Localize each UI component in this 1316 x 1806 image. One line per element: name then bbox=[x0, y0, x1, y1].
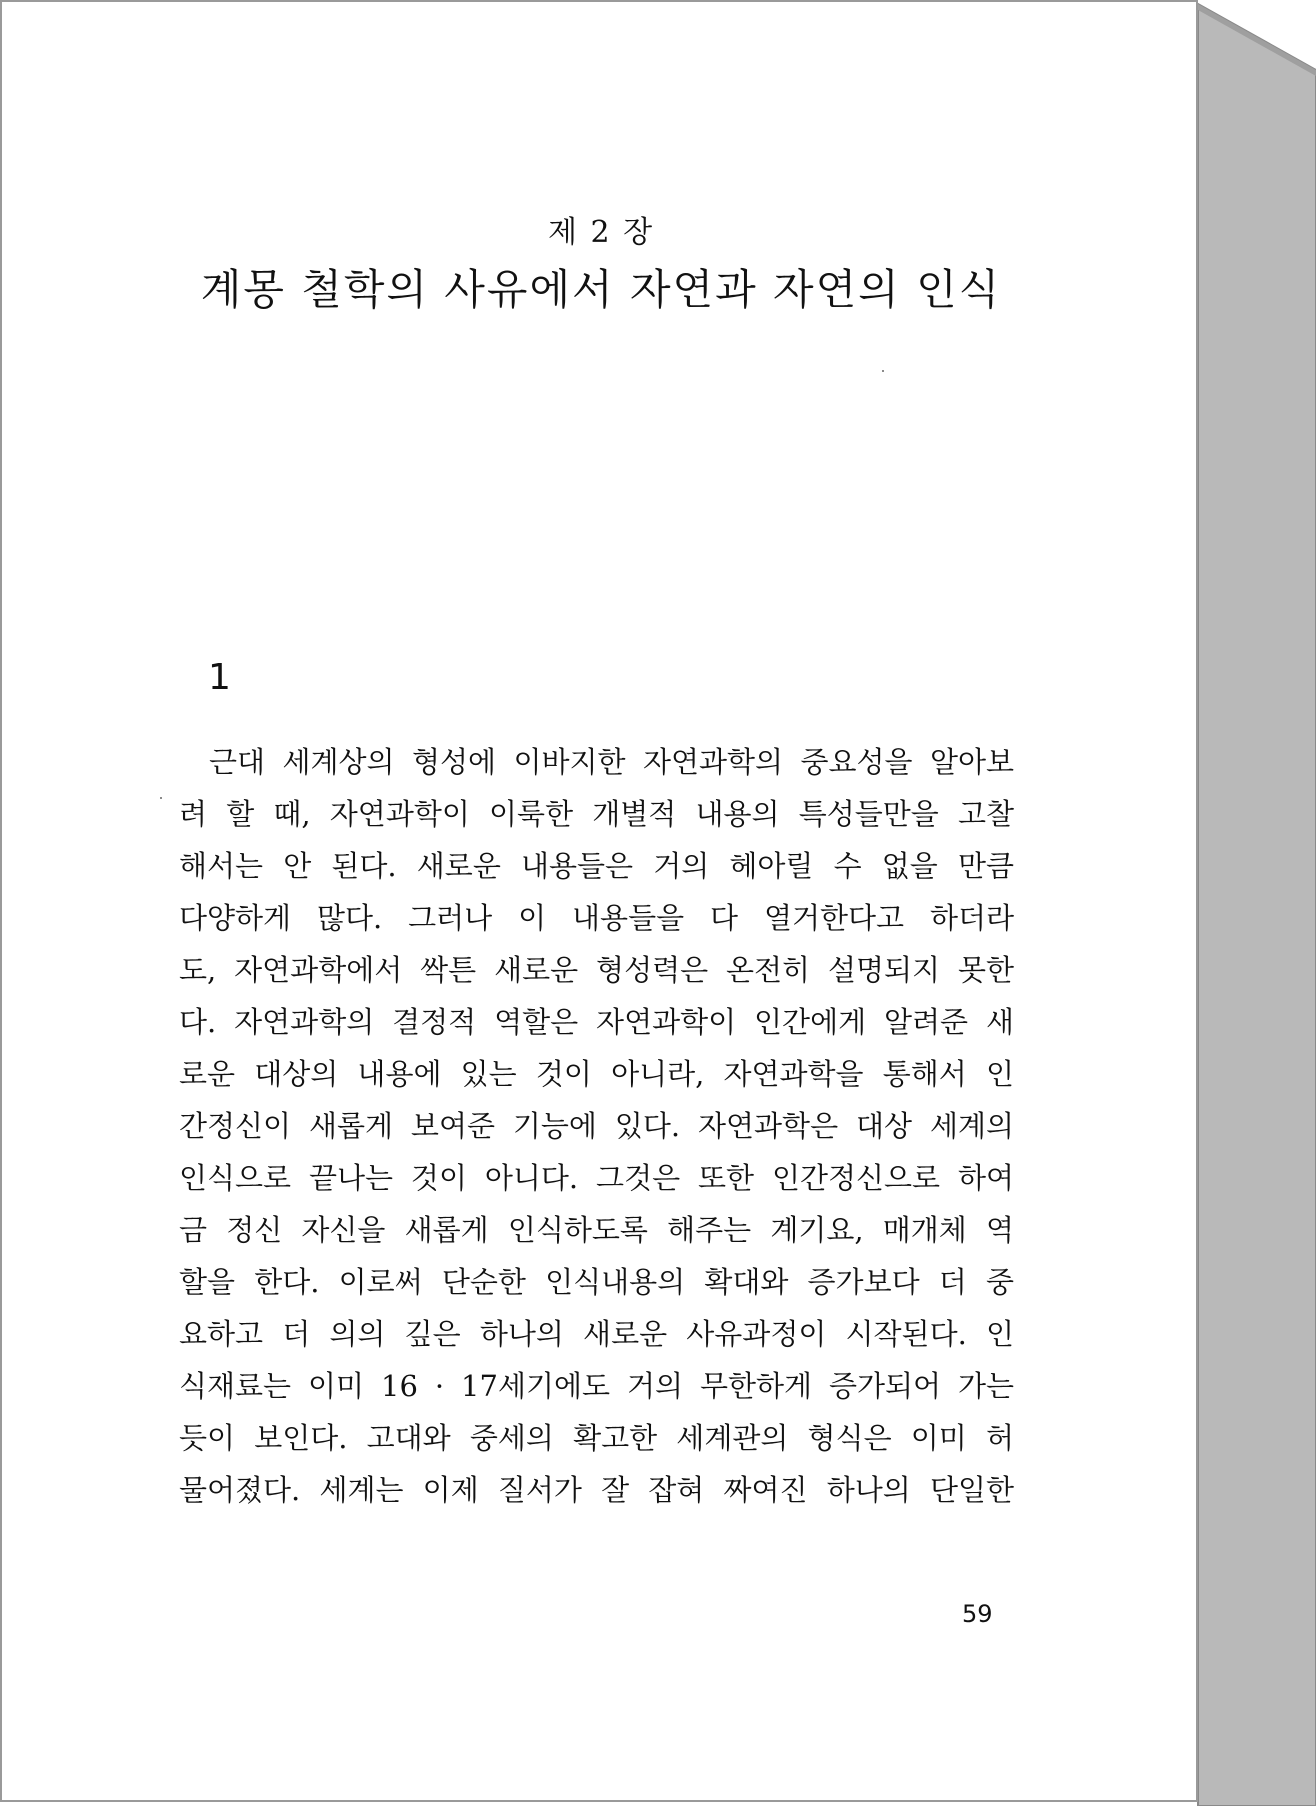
body-line: 근대 세계상의 형성에 이바지한 자연과학의 중요성을 알아보 bbox=[209, 745, 1014, 779]
page-number: 59 bbox=[962, 1600, 993, 1628]
body-line: 할을 한다. 이로써 단순한 인식내용의 확대와 증가보다 더 중 bbox=[179, 1265, 1014, 1299]
body-line: 다양하게 많다. 그러나 이 내용들을 다 열거한다고 하더라 bbox=[179, 901, 1014, 935]
chapter-title: 계몽 철학의 사유에서 자연과 자연의 인식 bbox=[200, 265, 1002, 314]
body-line: 다. 자연과학의 결정적 역할은 자연과학이 인간에게 알려준 새 bbox=[179, 1005, 1014, 1039]
body-line: 도, 자연과학에서 싹튼 새로운 형성력은 온전히 설명되지 못한 bbox=[179, 953, 1014, 987]
body-line: 요하고 더 의의 깊은 하나의 새로운 사유과정이 시작된다. 인 bbox=[179, 1317, 1014, 1351]
body-line: 물어졌다. 세계는 이제 질서가 잘 잡혀 짜여진 하나의 단일한 bbox=[179, 1473, 1014, 1507]
body-line: 로운 대상의 내용에 있는 것이 아니라, 자연과학을 통해서 인 bbox=[179, 1057, 1014, 1091]
body-line: 인식으로 끝나는 것이 아니다. 그것은 또한 인간정신으로 하여 bbox=[179, 1161, 1014, 1195]
body-line: 금 정신 자신을 새롭게 인식하도록 해주는 계기요, 매개체 역 bbox=[179, 1213, 1014, 1247]
section-number: 1 bbox=[208, 657, 231, 698]
body-line: 해서는 안 된다. 새로운 내용들은 거의 헤아릴 수 없을 만큼 bbox=[179, 849, 1014, 883]
body-line: 듯이 보인다. 고대와 중세의 확고한 세계관의 형식은 이미 허 bbox=[179, 1421, 1014, 1455]
body-line: 간정신이 새롭게 보여준 기능에 있다. 자연과학은 대상 세계의 bbox=[179, 1109, 1014, 1143]
body-line: 식재료는 이미 16 · 17세기에도 거의 무한하게 증가되어 가는 bbox=[179, 1369, 1014, 1403]
print-speck bbox=[160, 797, 162, 799]
print-speck bbox=[882, 370, 884, 372]
body-line: 려 할 때, 자연과학이 이룩한 개별적 내용의 특성들만을 고찰 bbox=[179, 797, 1014, 831]
chapter-label: 제 2 장 bbox=[547, 215, 655, 250]
